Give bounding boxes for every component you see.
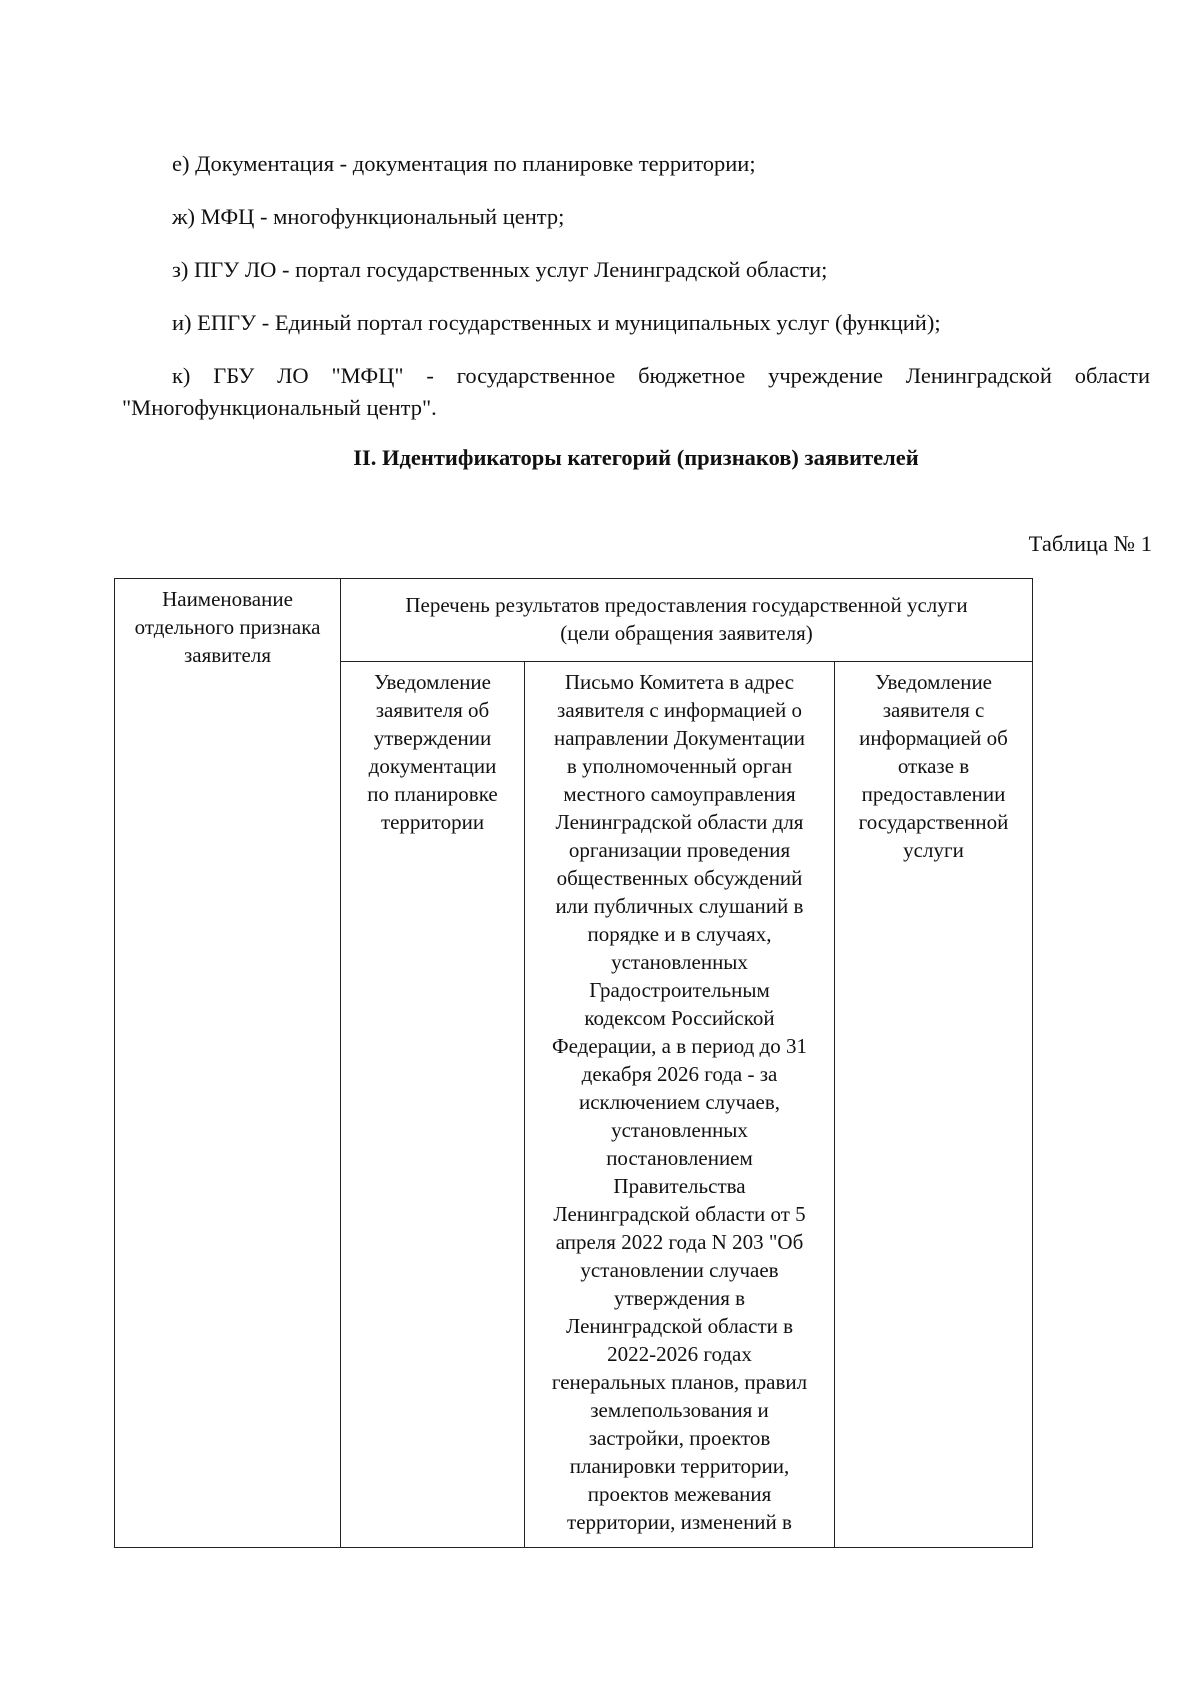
table-caption: Таблица № 1 xyxy=(1028,531,1152,556)
section-heading: II. Идентификаторы категорий (признаков) заявителей xyxy=(353,445,919,470)
applicant-feature-header-cell: Наименование отдельного признака заявителя xyxy=(115,579,341,1548)
result-approval-notice-cell: Уведомление заявителя об утверждении документации по планировке территории xyxy=(341,662,525,1548)
definition-item-zh: ж) МФЦ - многофункциональный центр; xyxy=(172,204,565,229)
result-refusal-notice-cell: Уведомление заявителя с информацией об отказе в предоставлении государственной услуги xyxy=(835,662,1033,1548)
definition-item-z: з) ПГУ ЛО - портал государственных услуг Ленинградской области; xyxy=(172,257,828,282)
definition-item-i: и) ЕПГУ - Единый портал государственных и муниципальных услуг (функций); xyxy=(172,310,941,335)
applicant-identifiers-table xyxy=(114,578,1033,1548)
definition-item-e: е) Документация - документация по планировке территории; xyxy=(172,151,756,176)
definition-item-k: к) ГБУ ЛО "МФЦ" - государственное бюджетное учреждение Ленинградской области "Многофункциональный центр". xyxy=(122,363,1150,420)
results-group-header-cell: Перечень результатов предоставления государственной услуги (цели обращения заявителя) xyxy=(341,579,1033,662)
table-header-row xyxy=(115,579,1033,662)
result-committee-letter-cell: Письмо Комитета в адрес заявителя с информацией о направлении Документации в уполномоченный орган местного самоуправления Ленинградской области для организации проведения общественных обсуждений или публичных слушаний в порядке и в случаях, установленных Градостроительным кодексом Российской Федерации, а в период до 31 декабря 2026 года - за исключением случаев, установленных постановлением Правительства Ленинградской области от 5 апреля 2022 года N 203 "Об установлении случаев утверждения в Ленинградской области в 2022-2026 годах генеральных планов, правил землепользования и застройки, проектов планировки территории, проектов межевания территории, изменений в xyxy=(525,662,835,1548)
